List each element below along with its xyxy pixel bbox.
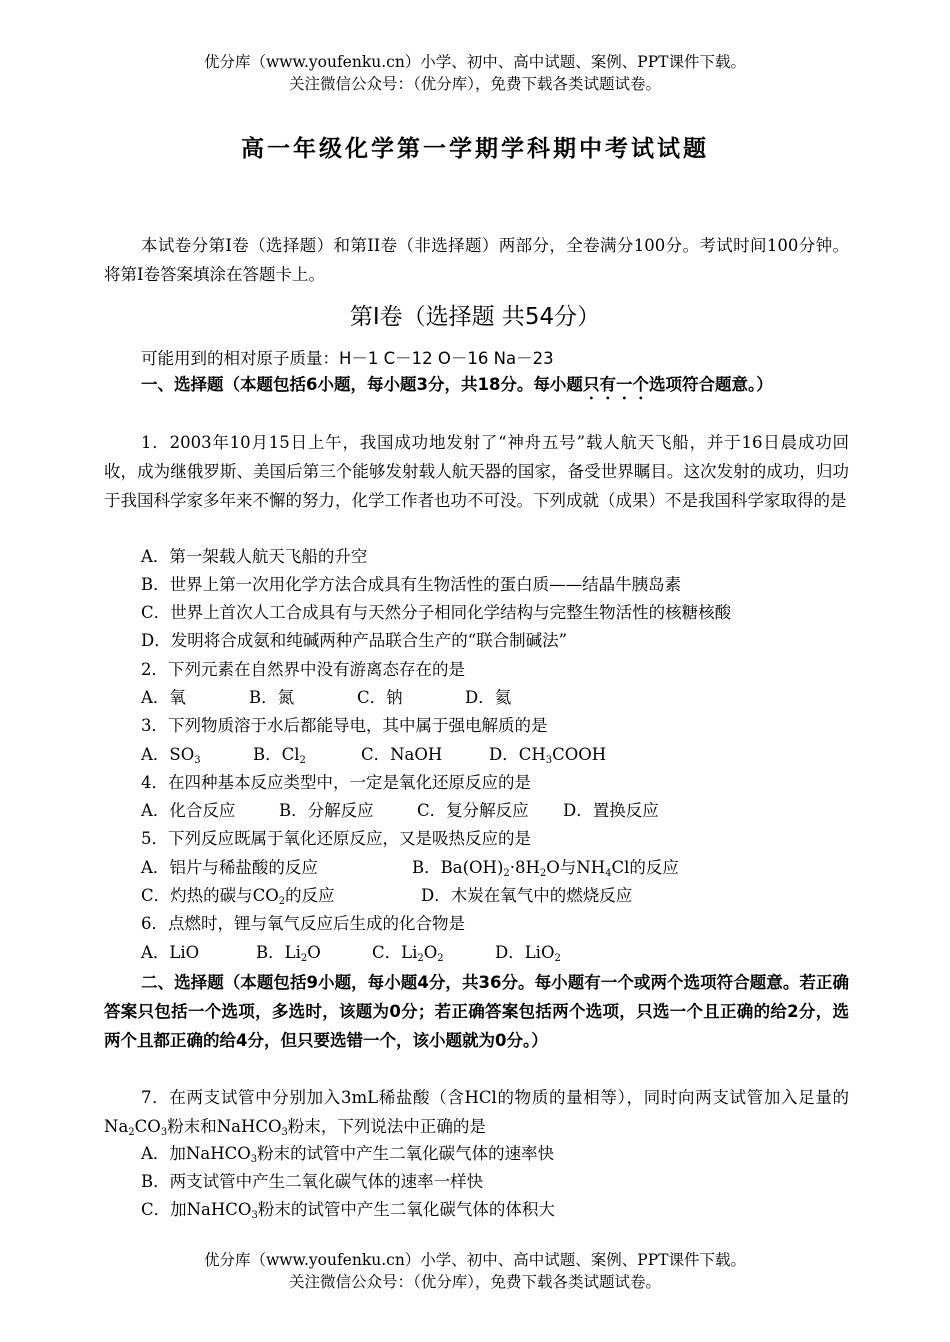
- page-header: [0, 51, 950, 95]
- exam-intro: 本试卷分第I卷（选择题）和第II卷（非选择题）两部分，全卷满分100分。考试时间100分钟。将第I卷答案填涂在答题卡上。: [104, 236, 849, 284]
- q7-option-a: A．加NaHCO$_3$粉末的试管中产生二氧化碳气体的速率快: [141, 1144, 555, 1165]
- q4-option-d: D．置换反应: [563, 801, 659, 820]
- q4-option-b: B．分解反应: [279, 801, 374, 820]
- q6-options: [104, 939, 886, 967]
- q5-option-d: D．木炭在氧气中的燃烧反应: [421, 886, 633, 905]
- q7-stem: 7．在两支试管中分别加入3mL稀盐酸（含HCl的物质的量相等），同时向两支试管加入足量的$Na_2CO_3$粉末和NaHCO$_3$粉末，下列说法中正确的是: [104, 1088, 849, 1138]
- footer-line-2: 关注微信公众号：（优分库），免费下载各类试题试卷。: [288, 1273, 661, 1291]
- q1-stem: 1．2003年10月15日上午，我国成功地发射了“神舟五号”载人航天飞船，并于16日晨成功回收，成为继俄罗斯、美国后第三个能够发射载人航天器的国家，备受世界瞩目。这次发射的成功，归功于我国科学家多年来不懈的努力，化学工作者也功不可没。下列成就（成果）不是我国科学家取得的是: [104, 433, 849, 510]
- header-line-1: 优分库（www.youfenku.cn）小学、初中、高中试题、案例、PPT课件下载。: [203, 53, 747, 71]
- q4-option-a: A．化合反应: [141, 801, 236, 820]
- part-1-header-b: 选项符合题意。）: [648, 375, 773, 394]
- q1-option-c: C．世界上首次人工合成具有与天然分子相同化学结构与完整生物活性的核糖核酸: [141, 603, 732, 622]
- q6-option-b: B．$Li_2O$: [256, 943, 321, 964]
- q1-option-d: D．发明将合成氨和纯碱两种产品联合生产的“联合制碱法”: [141, 631, 568, 650]
- q2-option-a: A．氧: [141, 688, 186, 707]
- part-1-header-a: 一、选择题（本题包括6小题，每小题3分，共18分。每小题: [141, 375, 583, 394]
- q3-stem: 3．下列物质溶于水后都能导电，其中属于强电解质的是: [141, 716, 548, 735]
- q1-option-b: B．世界上第一次用化学方法合成具有生物活性的蛋白质——结晶牛胰岛素: [141, 575, 682, 594]
- q5-options-cd: [104, 882, 886, 910]
- q1-option-a: A．第一架载人航天飞船的升空: [141, 547, 368, 566]
- header-line-2: 关注微信公众号：（优分库），免费下载各类试题试卷。: [288, 75, 661, 93]
- q4-options: [104, 797, 886, 825]
- q6-option-a: A．LiO: [141, 943, 200, 962]
- q2-stem: 2．下列元素在自然界中没有游离态存在的是: [141, 660, 465, 679]
- q6-option-c: C．$Li_2O_2$: [372, 943, 444, 964]
- part-1-header-emphasis: 只有一个: [582, 375, 649, 394]
- section-1-title: 第Ⅰ卷（选择题 共54分）: [349, 304, 601, 330]
- q7-option-c: C．加NaHCO$_3$粉末的试管中产生二氧化碳气体的体积大: [141, 1200, 555, 1221]
- part-1-header: [104, 370, 849, 403]
- q5-options-ab: [104, 854, 886, 882]
- q5-option-a: A．铝片与稀盐酸的反应: [141, 858, 318, 877]
- q3-options: [104, 741, 886, 769]
- atomic-masses: 可能用到的相对原子质量：H－1 C－12 O－16 Na－23: [141, 349, 554, 368]
- q6-option-d: D．LiO$_2$: [495, 943, 561, 964]
- q3-option-d: D．$CH_3COOH$: [489, 745, 607, 766]
- q5-stem: 5．下列反应既属于氧化还原反应，又是吸热反应的是: [141, 829, 531, 848]
- page-title: 高一年级化学第一学期学科期中考试试题: [241, 135, 709, 162]
- q3-option-b: B．$Cl_2$: [253, 745, 306, 766]
- q4-option-c: C．复分解反应: [417, 801, 529, 820]
- q2-option-d: D．氦: [465, 688, 512, 707]
- q5-option-b: B．$Ba(OH)_2\cdot 8H_2O$与$NH_4Cl$的反应: [412, 858, 679, 879]
- q6-stem: 6．点燃时，锂与氧气反应后生成的化合物是: [141, 914, 465, 933]
- q4-stem: 4．在四种基本反应类型中，一定是氧化还原反应的是: [141, 773, 531, 792]
- q7-option-b: B．两支试管中产生二氧化碳气体的速率一样快: [141, 1172, 484, 1191]
- page-footer: [0, 1249, 950, 1293]
- q2-option-c: C．钠: [357, 688, 403, 707]
- part-2-header: 二、选择题（本题包括9小题，每小题4分，共36分。每小题有一个或两个选项符合题意。若正确答案只包括一个选项，多选时，该题为0分；若正确答案包括两个选项，只选一个且正确的给2分，选两个且都正确的给4分，但只要选错一个，该小题就为0分。）: [104, 973, 849, 1050]
- q2-option-b: B．氮: [249, 688, 295, 707]
- footer-line-1: 优分库（www.youfenku.cn）小学、初中、高中试题、案例、PPT课件下载。: [203, 1251, 747, 1269]
- q5-option-c: C．灼热的碳与$CO_2$的反应: [141, 886, 335, 907]
- q3-option-a: A．$SO_3$: [141, 745, 201, 766]
- q3-option-c: C．NaOH: [361, 745, 443, 764]
- q2-options: [104, 684, 886, 712]
